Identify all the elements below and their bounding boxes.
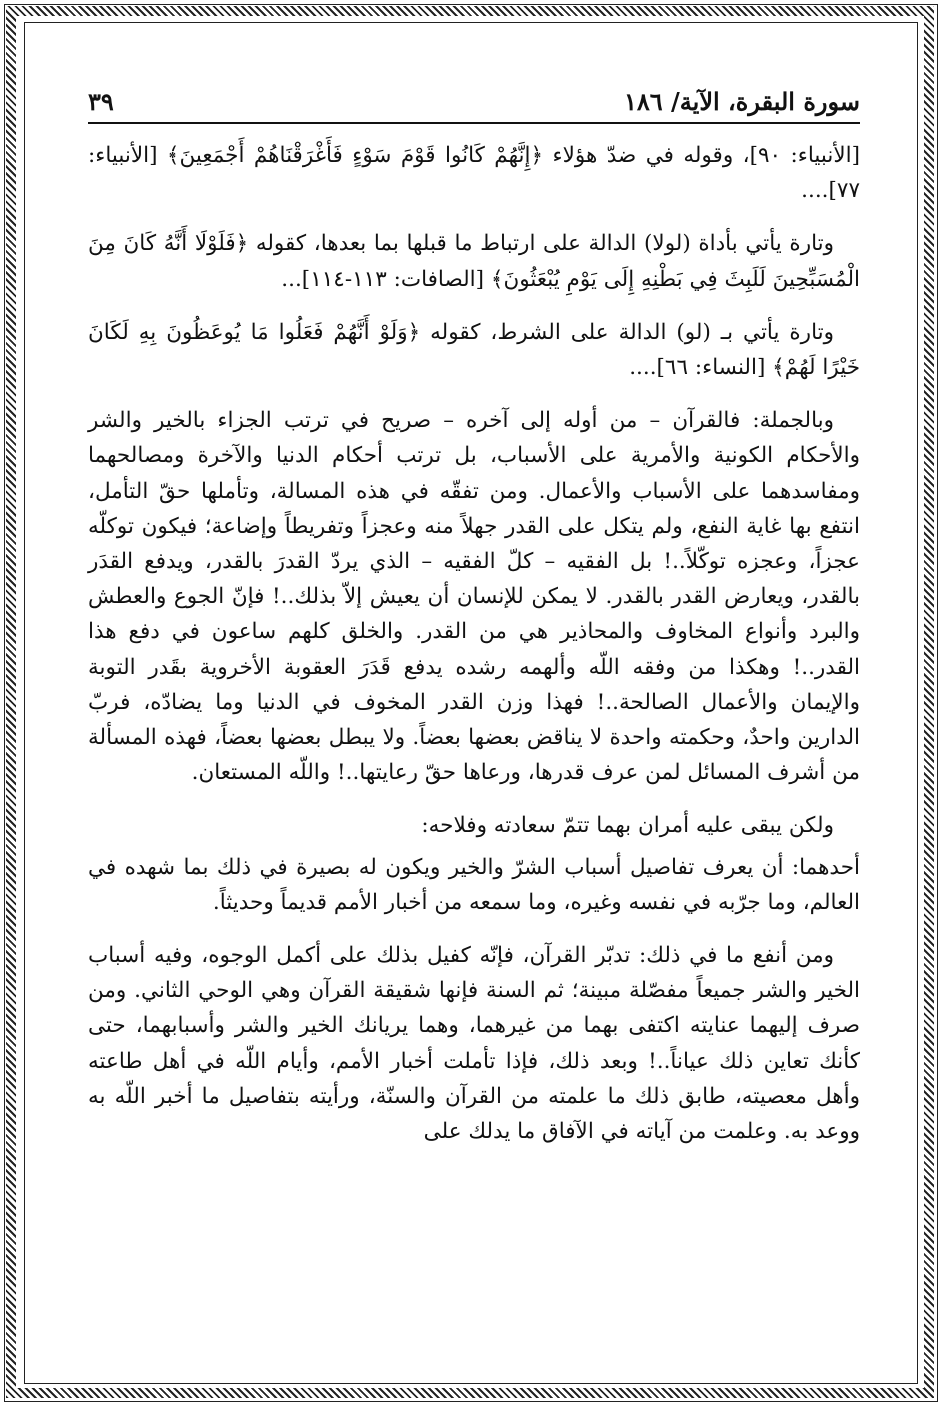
header-title: سورة البقرة، الآية/ ١٨٦ — [623, 87, 860, 116]
paragraph-6: أحدهما: أن يعرف تفاصيل أسباب الشرّ والخير ويكون له بصيرة في ذلك بما شهده في العالم، وما جرّبه في نفسه وغيره، وما سمعه من أخبار الأمم قديماً وحديثاً. — [88, 854, 860, 915]
running-header — [88, 86, 860, 124]
body-text — [88, 138, 860, 1149]
book-page — [88, 86, 860, 1167]
paragraph-7: ومن أنفع ما في ذلك: تدبّر القرآن، فإنّه كفيل بذلك على أكمل الوجوه، وفيه أسباب الخير والشر جميعاً مفصّلة مبينة؛ ثم السنة فإنها شقيقة القرآن وهي الوحي الثاني. ومن صرف إليهما عنايته اكتفى بهما من غيرهما، وهما يريانك الخير والشر وأسبابهما، حتى كأنك تعاين ذلك عياناً..! وبعد ذلك، فإذا تأملت أخبار الأمم، وأيام اللّه في أهل طاعته وأهل معصيته، طابق ذلك ما علمته من القرآن والسنّة، ورأيته بتفاصيل ما أخبر اللّه به ووعد به. وعلمت من آياته في الآفاق ما يدلك على — [88, 943, 860, 1145]
paragraph-2: وتارة يأتي بأداة (لولا) الدالة على ارتباط ما قبلها بما بعدها، كقوله ﴿فَلَوْلَا أَنَّهُ كَانَ مِنَ الْمُسَبِّحِينَ لَلَبِثَ فِي بَطْنِهِ إِلَى يَوْمِ يُبْعَثُونَ﴾ [الصافات: ١١٣-١١٤]... — [88, 231, 860, 292]
page-number: ٣٩ — [88, 87, 114, 116]
paragraph-4: وبالجملة: فالقرآن – من أوله إلى آخره – صريح في ترتب الجزاء بالخير والشر والأحكام الكونية والأمرية على الأسباب، بل ترتب أحكام الدنيا والآخرة ومصالحهما ومفاسدهما على الأسباب والأعمال. ومن تفقّه في هذه المسالة، وتأملها حقّ التأمل، انتفع بها غاية النفع، ولم يتكل على القدر جهلاً منه وعجزاً وتفريطاً وإضاعة؛ فيكون توكلّه عجزاً، وعجزه توكّلاً..! بل الفقيه – كلّ الفقيه – الذي يردّ القدرَ بالقدر، ويدفع القدَر بالقدر، ويعارض القدر بالقدر. لا يمكن للإنسان أن يعيش إلاّ بذلك..! فإنّ الجوع والعطش والبرد وأنواع المخاوف والمحاذير هي من القدر. والخلق كلهم ساعون في دفع هذا القدر..! وهكذا من وفقه اللّه وألهمه رشده يدفع قَدَرَ العقوبة الأخروية بقَدر التوبة والإيمان والأعمال الصالحة..! فهذا وزن القدر المخوف في الدنيا وما يضادّه، فربّ الدارين واحدٌ، وحكمته واحدة لا يناقض بعضها بعضاً. ولا يبطل بعضها بعضاً، فهذه المسألة من أشرف المسائل لمن عرف قدرها، ورعاها حقّ رعايتها..! واللّه المستعان. — [88, 408, 860, 786]
paragraph-1: [الأنبياء: ٩٠]، وقوله في ضدّ هؤلاء ﴿إِنَّهُمْ كَانُوا قَوْمَ سَوْءٍ فَأَغْرَقْنَاهُمْ أَجْمَعِينَ﴾ [الأنبياء: ٧٧].... — [88, 143, 860, 204]
paragraph-5: ولكن يبقى عليه أمران بهما تتمّ سعادته وفلاحه: — [421, 813, 834, 839]
paragraph-3: وتارة يأتي بـ (لو) الدالة على الشرط، كقوله ﴿وَلَوْ أَنَّهُمْ فَعَلُوا مَا يُوعَظُونَ بِهِ لَكَانَ خَيْرًا لَهُمْ﴾ [النساء: ٦٦].... — [88, 319, 860, 381]
